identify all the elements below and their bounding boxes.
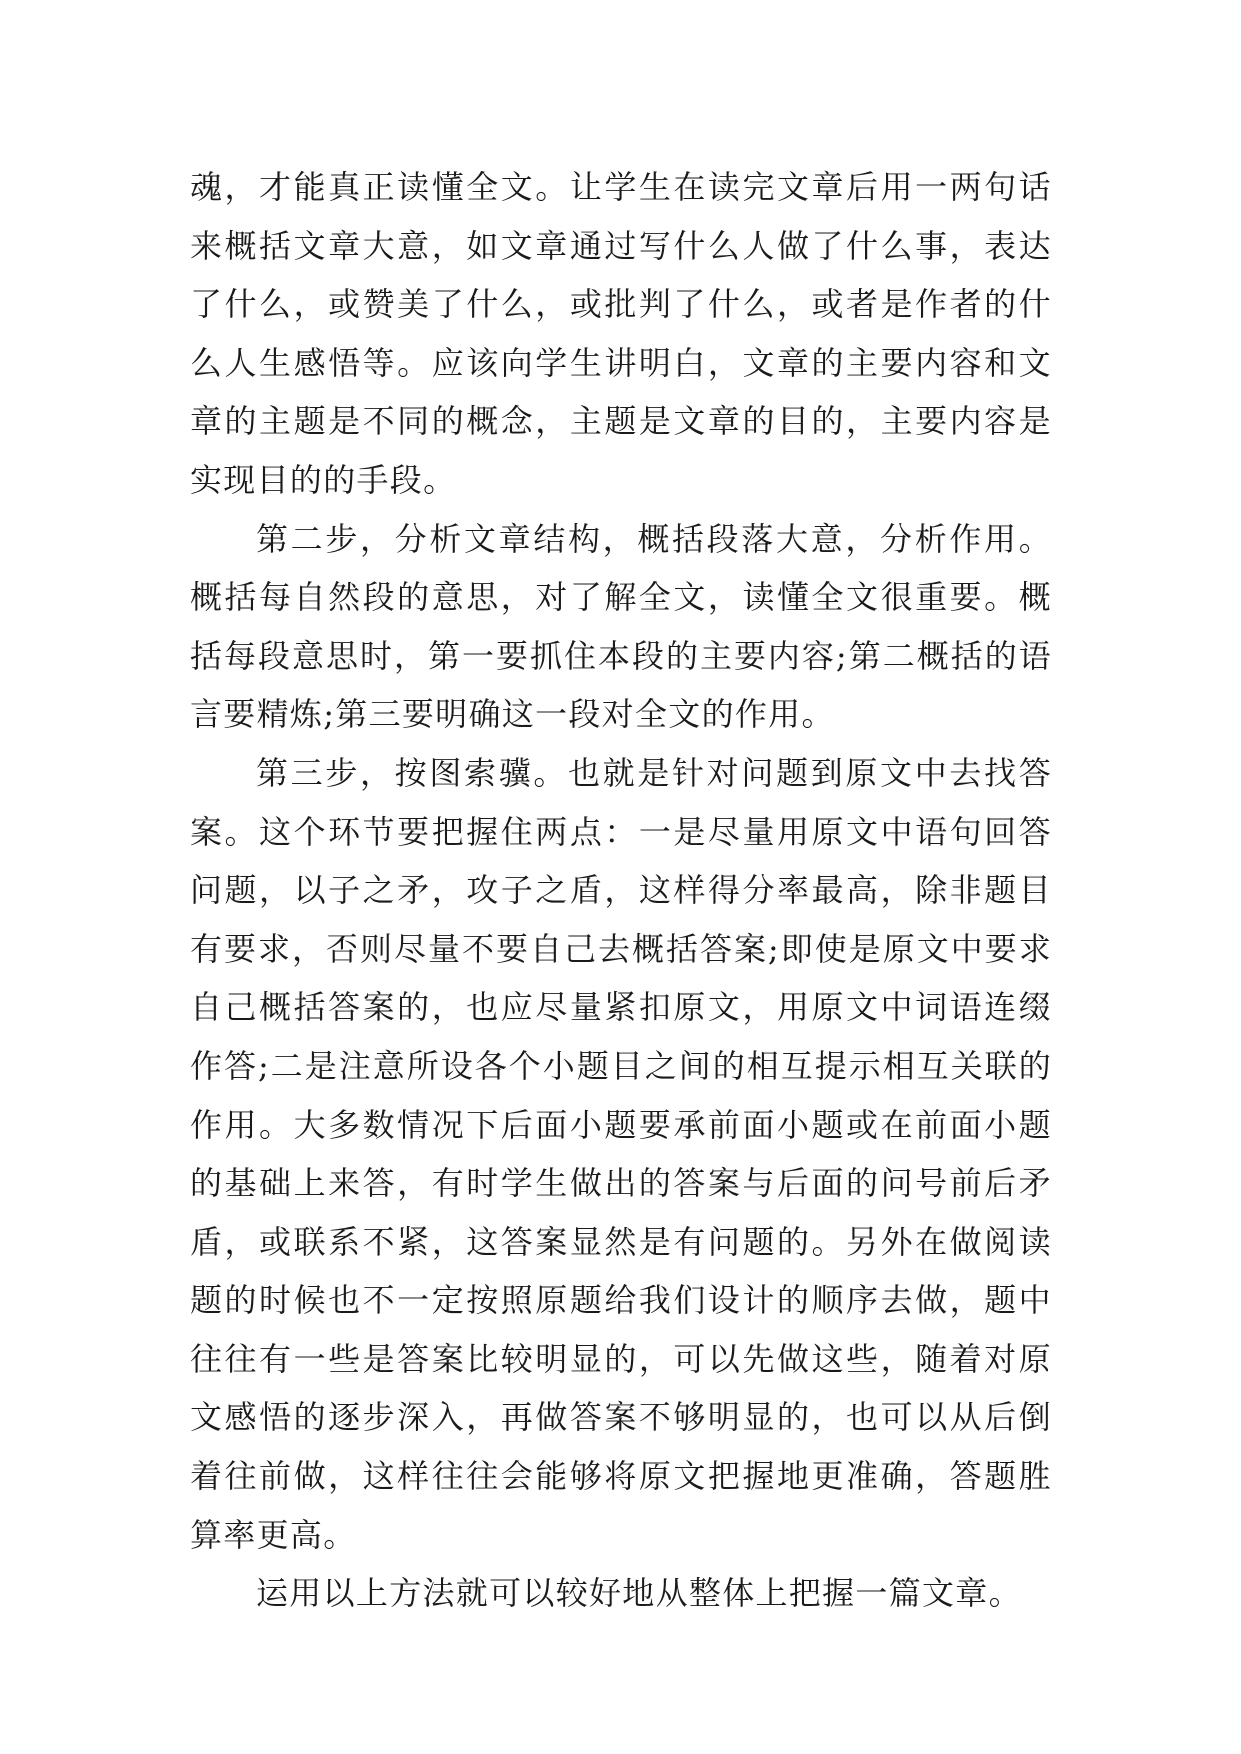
document-body xyxy=(190,158,1052,1623)
paragraph-step-three: 第三步，按图索骥。也就是针对问题到原文中去找答案。这个环节要把握住两点：一是尽量用原文中语句回答问题，以子之矛，攻子之盾，这样得分率最高，除非题目有要求，否则尽量不要自己去概括答案;即使是原文中要求自己概括答案的，也应尽量紧扣原文，用原文中词语连缀作答;二是注意所设各个小题目之间的相互提示相互关联的作用。大多数情况下后面小题要承前面小题或在前面小题的基础上来答，有时学生做出的答案与后面的问号前后矛盾，或联系不紧，这答案显然是有问题的。另外在做阅读题的时候也不一定按照原题给我们设计的顺序去做，题中往往有一些是答案比较明显的，可以先做这些，随着对原文感悟的逐步深入，再做答案不够明显的，也可以从后倒着往前做，这样往往会能够将原文把握地更准确，答题胜算率更高。 xyxy=(190,753,1052,1554)
paragraph-step-two: 第二步，分析文章结构，概括段落大意，分析作用。概括每自然段的意思，对了解全文，读懂全文很重要。概括每段意思时，第一要抓住本段的主要内容;第二概括的语言要精炼;第三要明确这一段对全文的作用。 xyxy=(190,519,1052,734)
paragraph-continuation: 魂，才能真正读懂全文。让学生在读完文章后用一两句话来概括文章大意，如文章通过写什么人做了什么事，表达了什么，或赞美了什么，或批判了什么，或者是作者的什么人生感悟等。应该向学生讲明白，文章的主要内容和文章的主题是不同的概念，主题是文章的目的，主要内容是实现目的的手段。 xyxy=(190,168,1052,499)
paragraph-conclusion: 运用以上方法就可以较好地从整体上把握一篇文章。 xyxy=(256,1574,1022,1613)
